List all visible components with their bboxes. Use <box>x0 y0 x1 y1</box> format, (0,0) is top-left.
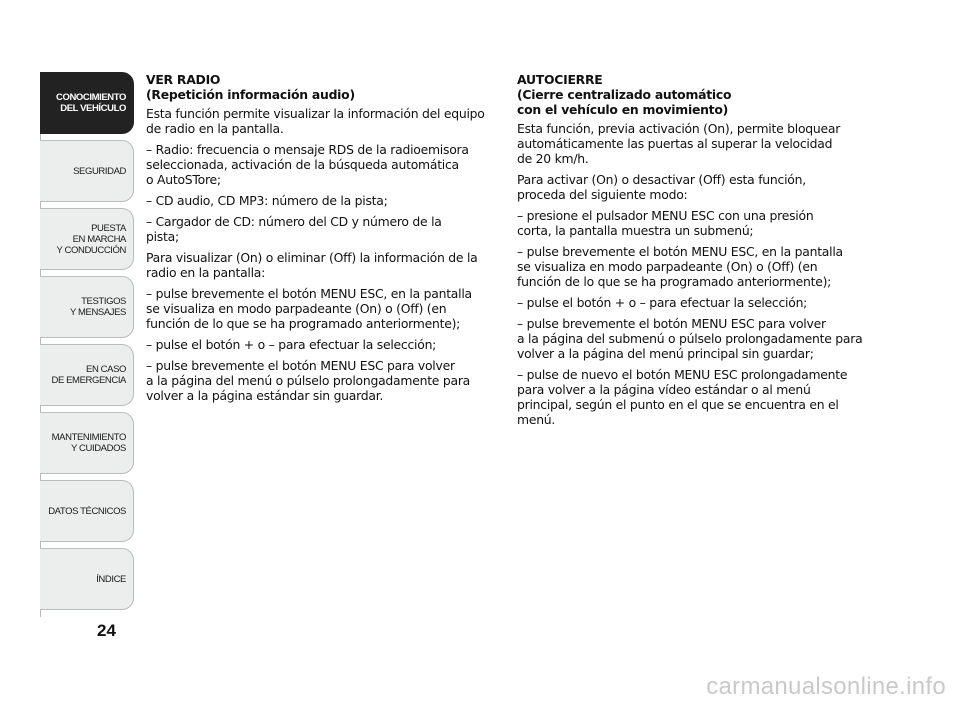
paragraph: – pulse el botón + o – para efectuar la selección; <box>517 295 808 310</box>
tab-seguridad[interactable]: SEGURIDAD <box>40 140 134 202</box>
paragraph: Para activar (On) o desactivar (Off) esta función, proceda del siguiente modo: <box>517 172 806 202</box>
chapter-tabs <box>40 72 134 616</box>
paragraph: – pulse brevemente el botón MENU ESC para volver a la página del menú o púlselo prolongadamente para volver a la página estándar sin guardar. <box>146 358 471 403</box>
paragraph: – presione el pulsador MENU ESC con una presión corta, la pantalla muestra un submenú; <box>517 208 814 238</box>
watermark: carmanualsonline.info <box>706 673 946 700</box>
paragraph: – pulse brevemente el botón MENU ESC, en la pantalla se visualiza en modo parpadeante (On) o (Off) (en función de lo que se ha programado anteriormente); <box>517 244 843 289</box>
tab-datos-tecnicos[interactable]: DATOS TÉCNICOS <box>40 480 134 542</box>
section-ver-radio <box>146 72 496 409</box>
paragraph: – CD audio, CD MP3: número de la pista; <box>146 193 388 208</box>
tab-en-caso-de-emergencia[interactable]: EN CASO DE EMERGENCIA <box>40 344 134 406</box>
section-heading: AUTOCIERRE (Cierre centralizado automático con el vehículo en movimiento) <box>517 72 732 117</box>
paragraph: – pulse el botón + o – para efectuar la selección; <box>146 337 437 352</box>
tab-testigos-y-mensajes[interactable]: TESTIGOS Y MENSAJES <box>40 276 134 338</box>
paragraph: Para visualizar (On) o eliminar (Off) la información de la radio en la pantalla: <box>146 250 478 280</box>
section-heading: VER RADIO (Repetición información audio) <box>146 72 355 102</box>
paragraph: – pulse de nuevo el botón MENU ESC prolongadamente para volver a la página vídeo estándar o al menú principal, según el punto en el que se encuentra en el menú. <box>517 367 848 427</box>
page-number: 24 <box>97 621 116 640</box>
paragraph: Esta función permite visualizar la información del equipo de radio en la pantalla. <box>146 106 485 136</box>
paragraph: Esta función, previa activación (On), permite bloquear automáticamente las puertas al superar la velocidad de 20 km/h. <box>517 121 841 166</box>
tab-mantenimiento[interactable]: MANTENIMIENTO Y CUIDADOS <box>40 412 134 474</box>
paragraph: – pulse brevemente el botón MENU ESC, en la pantalla se visualiza en modo parpadeante (On) o (Off) (en función de lo que se ha programado anteriormente); <box>146 286 472 331</box>
paragraph: – Cargador de CD: número del CD y número de la pista; <box>146 214 442 244</box>
paragraph: – pulse brevemente el botón MENU ESC para volver a la página del submenú o púlselo prolongadamente para volver a la página del menú principal sin guardar; <box>517 316 863 361</box>
tab-conocimiento-del-vehiculo[interactable]: CONOCIMIENTO DEL VEHÍCULO <box>40 72 134 134</box>
tab-puesta-en-marcha[interactable]: PUESTA EN MARCHA Y CONDUCCIÓN <box>40 208 134 270</box>
paragraph: – Radio: frecuencia o mensaje RDS de la radioemisora seleccionada, activación de la búsqueda automática o AutoSTore; <box>146 142 469 187</box>
tab-indice[interactable]: ÍNDICE <box>40 548 134 610</box>
section-autocierre <box>517 72 872 433</box>
